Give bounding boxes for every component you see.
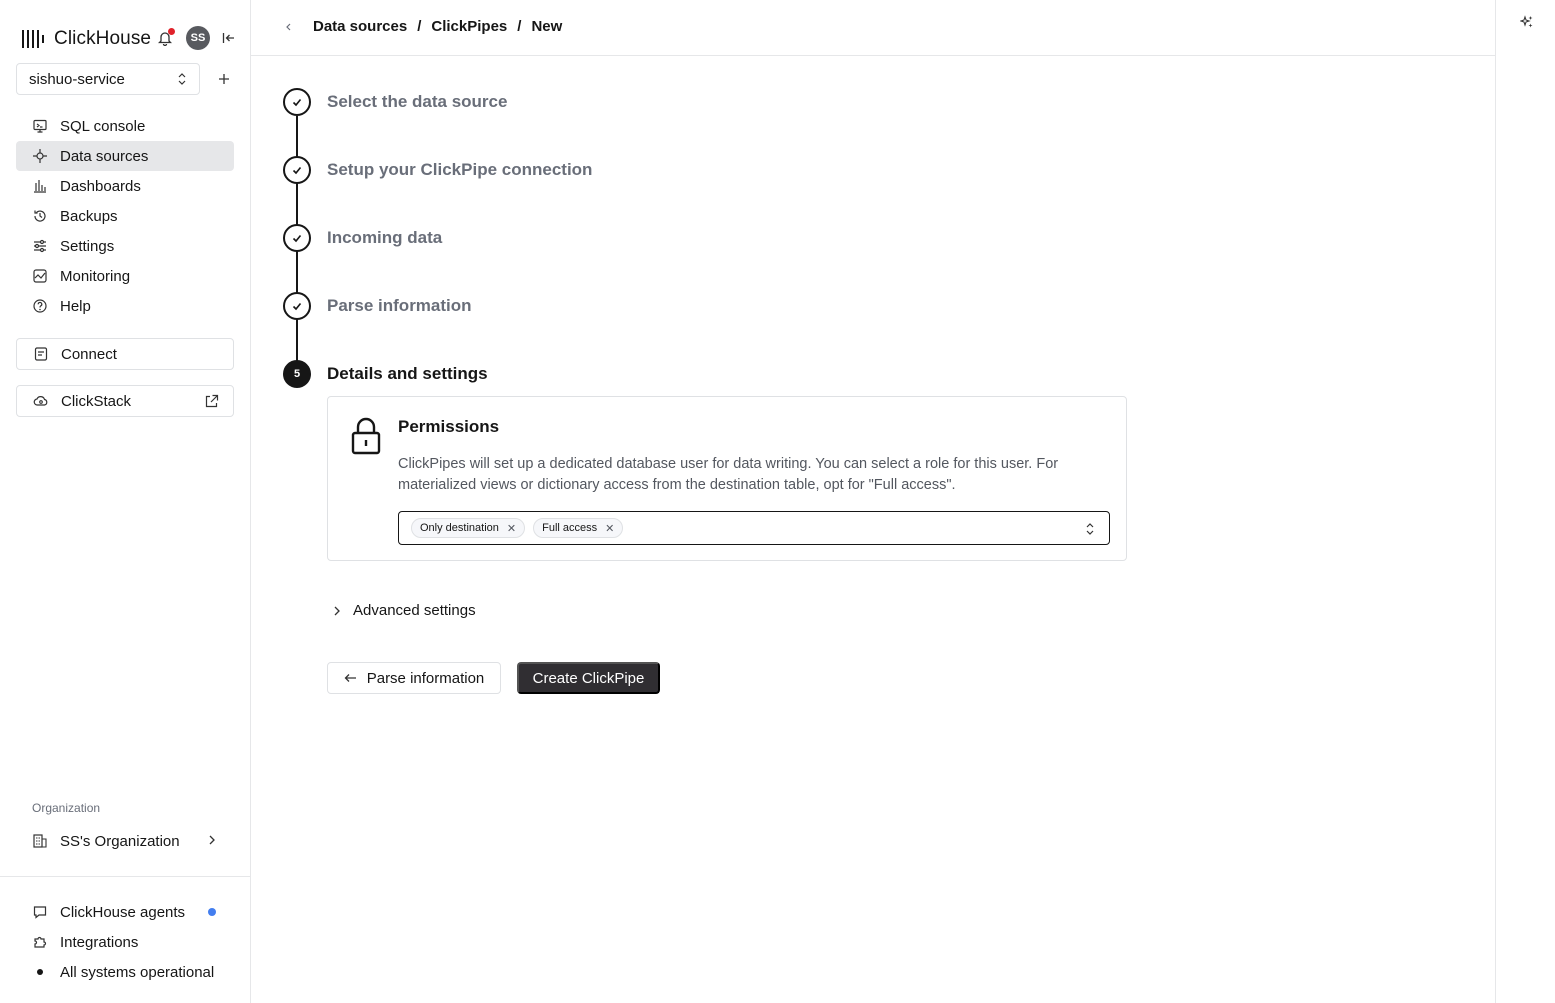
ai-sparkle-icon[interactable]: [1520, 15, 1534, 29]
breadcrumb-separator: /: [417, 18, 422, 35]
advanced-settings-toggle[interactable]: [333, 602, 476, 619]
sidebar: [0, 0, 251, 1003]
brand-name: ClickHouse: [54, 28, 152, 49]
sidebar-item-backups[interactable]: [16, 201, 234, 231]
page-header: [251, 0, 1495, 56]
brand-row: [22, 26, 242, 52]
chat-icon: [32, 904, 48, 920]
connect-button[interactable]: [16, 338, 234, 370]
sidebar-item-system-status[interactable]: [16, 957, 234, 987]
connect-label: Connect: [61, 345, 117, 363]
lock-icon: [350, 417, 382, 455]
sidebar-item-sql-console[interactable]: [16, 111, 234, 141]
step-label: Parse information: [327, 296, 472, 315]
new-indicator-dot: [208, 908, 216, 916]
organization-label: Organization: [32, 801, 101, 815]
step-label: Incoming data: [327, 228, 443, 247]
sidebar-item-monitoring[interactable]: [16, 261, 234, 291]
chevron-left-icon[interactable]: [283, 20, 295, 34]
step-select-data-source[interactable]: [283, 88, 507, 116]
sidebar-item-label: Settings: [60, 237, 115, 255]
create-clickpipe-button[interactable]: Create ClickPipe: [517, 662, 660, 694]
advanced-settings-label: Advanced settings: [353, 602, 476, 619]
sidebar-item-help[interactable]: [16, 291, 234, 321]
step-details-settings: [283, 360, 488, 388]
back-to-parse-button[interactable]: [327, 662, 501, 694]
breadcrumb-new: New: [531, 18, 563, 35]
data-sources-icon: [32, 148, 48, 164]
chevron-right-icon: [333, 605, 341, 617]
sidebar-item-label: ClickHouse agents: [60, 903, 186, 921]
status-dot-icon: [32, 964, 48, 980]
sidebar-item-clickhouse-agents[interactable]: [16, 897, 234, 927]
step-setup-connection[interactable]: [283, 156, 592, 184]
chevron-updown-icon: [1085, 522, 1095, 536]
check-icon: [283, 292, 311, 320]
service-select-value: sishuo-service: [29, 70, 125, 88]
role-chip-label: Only destination: [420, 522, 499, 534]
remove-chip-icon[interactable]: ✕: [506, 522, 517, 535]
check-icon: [283, 224, 311, 252]
sidebar-item-label: Backups: [60, 207, 118, 225]
permissions-description: ClickPipes will set up a dedicated database user for data writing. You can select a role for this user. For materialized views or dictionary access from the destination table, opt for "Full access".: [398, 456, 1059, 493]
sidebar-item-label: Data sources: [60, 147, 149, 165]
breadcrumb: [313, 18, 562, 35]
chevron-updown-icon: [177, 72, 187, 86]
sidebar-item-label: Help: [60, 297, 91, 315]
sidebar-item-label: SQL console: [60, 117, 146, 135]
monitoring-icon: [32, 268, 48, 284]
step-label: Setup your ClickPipe connection: [327, 160, 593, 179]
clickstack-label: ClickStack: [61, 392, 132, 410]
breadcrumb-separator: /: [517, 18, 522, 35]
chevron-right-icon: [208, 834, 216, 846]
sidebar-item-dashboards[interactable]: [16, 171, 234, 201]
organization-name: SS's Organization: [60, 832, 180, 850]
sidebar-item-label: Integrations: [60, 933, 139, 951]
sidebar-item-integrations[interactable]: [16, 927, 234, 957]
sidebar-item-label: Dashboards: [60, 177, 141, 195]
breadcrumb-clickpipes[interactable]: ClickPipes: [431, 18, 508, 35]
remove-chip-icon[interactable]: ✕: [605, 522, 615, 535]
service-select[interactable]: [16, 63, 200, 95]
notification-dot: [168, 28, 175, 35]
sidebar-divider: [0, 876, 250, 877]
sidebar-item-data-sources[interactable]: [16, 141, 234, 171]
add-service-button[interactable]: [214, 69, 234, 89]
connect-icon: [33, 346, 49, 362]
step-label: Details and settings: [327, 364, 488, 383]
step-number: 5: [283, 360, 311, 388]
clickhouse-logo-icon: [22, 29, 44, 49]
puzzle-icon: [32, 934, 48, 950]
clickstack-button[interactable]: [16, 385, 234, 417]
check-icon: [283, 156, 311, 184]
avatar[interactable]: SS: [186, 26, 210, 50]
right-rail: [1495, 0, 1555, 1003]
permissions-title: Permissions: [398, 417, 500, 436]
sidebar-item-label: Monitoring: [60, 267, 131, 285]
sidebar-item-settings[interactable]: [16, 231, 234, 261]
role-chip: [533, 518, 623, 538]
cloud-icon: [33, 393, 49, 409]
permissions-card: [327, 396, 1127, 561]
role-multiselect[interactable]: [398, 511, 1110, 545]
bottom-nav: [16, 897, 234, 987]
help-icon: [32, 298, 48, 314]
step-incoming-data[interactable]: [283, 224, 442, 252]
sql-console-icon: [32, 118, 48, 134]
role-chip: [411, 518, 525, 538]
dashboards-icon: [32, 178, 48, 194]
organization-switcher[interactable]: [16, 826, 234, 856]
main-nav: [16, 111, 234, 321]
check-icon: [283, 88, 311, 116]
step-label: Select the data source: [327, 92, 508, 111]
step-parse-information[interactable]: [283, 292, 472, 320]
plus-icon: [218, 73, 230, 85]
role-chip-label: Full access: [542, 522, 598, 534]
building-icon: [32, 833, 48, 849]
external-link-icon: [204, 394, 219, 409]
sidebar-item-label: All systems operational: [60, 963, 215, 981]
breadcrumb-data-sources[interactable]: Data sources: [313, 18, 408, 35]
settings-icon: [32, 238, 48, 254]
back-button-label: Parse information: [366, 669, 485, 687]
backups-icon: [32, 208, 48, 224]
arrow-left-icon: [344, 673, 357, 683]
collapse-sidebar-icon[interactable]: [222, 31, 236, 45]
